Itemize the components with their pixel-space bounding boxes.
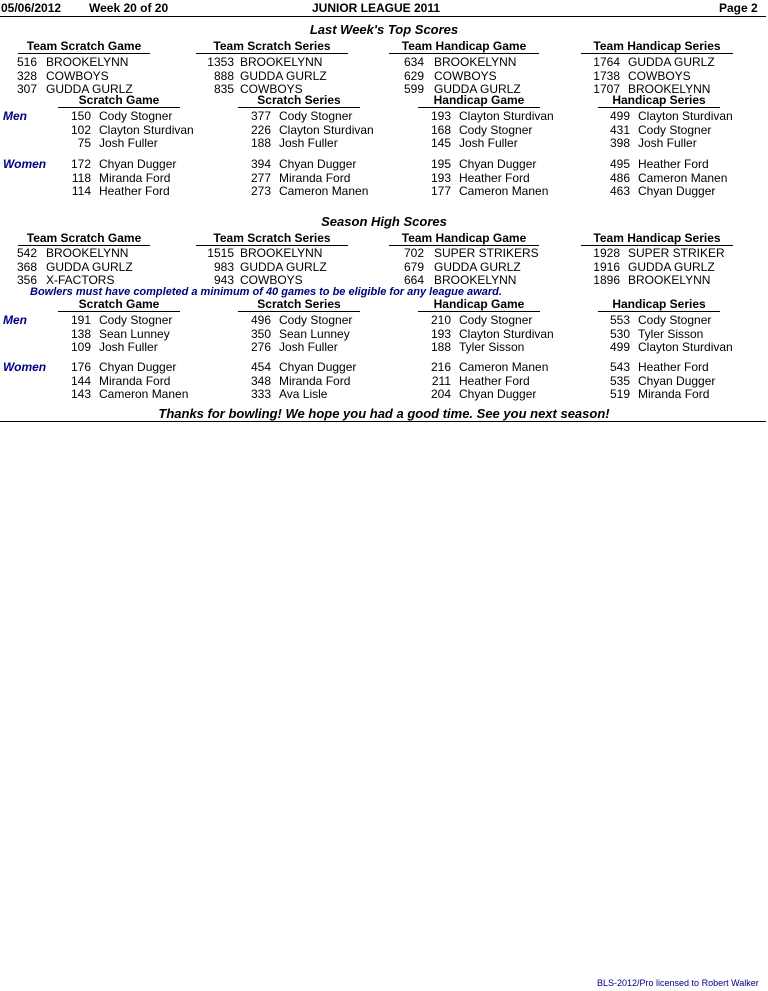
bowler-name: Heather Ford [459,373,530,388]
bowler-score: 398 [609,136,630,150]
report-date: 05/06/2012 [1,1,62,15]
individual-column-header: Handicap Game [418,298,540,312]
bowler-score: 195 [430,157,451,171]
bowler-name: Cody Stogner [638,122,712,137]
individual-column-header: Handicap Series [598,94,720,108]
team-column-header: Team Handicap Game [389,40,539,54]
team-score: 516 [16,55,37,69]
team-name: SUPER STRIKERS [434,246,539,260]
bowler-score: 193 [430,326,451,341]
bowler-score: 177 [430,184,451,198]
bowler-name: Josh Fuller [99,340,158,354]
team-score: 356 [16,273,37,287]
eligibility-note: Bowlers must have completed a minimum of 40 games to be eligible for any league award. [30,286,502,298]
men-group-label: Men [3,313,27,327]
team-name: GUDDA GURLZ [240,259,327,274]
bowler-name: Heather Ford [99,184,170,198]
report-week: Week 20 of 20 [89,1,169,15]
bowler-score: 138 [70,326,91,341]
bowler-score: 454 [250,360,271,374]
team-score: 307 [16,82,37,96]
bowler-score: 535 [609,373,630,388]
section-title: Last Week's Top Scores [309,22,459,37]
bowler-score: 210 [430,313,451,327]
team-score: 943 [213,273,234,287]
bowler-name: Chyan Dugger [638,373,716,388]
team-name: COWBOYS [628,68,691,83]
bowler-name: Miranda Ford [279,373,351,388]
bowler-score: 350 [250,326,271,341]
team-score: 664 [403,273,424,287]
team-name: GUDDA GURLZ [46,82,133,96]
bowler-score: 499 [609,340,630,354]
team-name: BROOKELYNN [628,273,711,287]
bowler-name: Clayton Sturdivan [99,122,194,137]
bowler-score: 463 [609,184,630,198]
bowler-name: Chyan Dugger [459,387,537,401]
bowler-name: Heather Ford [459,170,530,185]
team-name: COWBOYS [240,82,303,96]
bowler-score: 75 [77,136,91,150]
bowler-name: Ava Lisle [279,387,328,401]
bowler-name: Heather Ford [638,360,709,374]
section-title: Season High Scores [321,214,447,229]
bowler-name: Josh Fuller [99,136,158,150]
team-name: GUDDA GURLZ [434,82,521,96]
team-score: 542 [16,246,37,260]
bowler-score: 553 [609,313,630,327]
bowler-name: Cameron Manen [459,360,549,374]
men-group-label: Men [3,109,27,123]
bowler-name: Miranda Ford [99,170,171,185]
bowler-name: Josh Fuller [638,136,697,150]
bowler-score: 191 [70,313,91,327]
team-score: 679 [403,259,424,274]
license-text: BLS-2012/Pro licensed to Robert Walker [597,978,759,988]
team-score: 368 [16,259,37,274]
bowler-name: Clayton Sturdivan [638,340,733,354]
bowler-name: Josh Fuller [279,340,338,354]
bowler-name: Cody Stogner [638,313,712,327]
team-column-header: Team Handicap Series [581,232,733,246]
bowler-score: 114 [71,184,91,198]
bowler-score: 193 [430,109,451,123]
bowler-name: Chyan Dugger [459,157,537,171]
bowler-name: Sean Lunney [279,326,350,341]
team-score: 983 [213,259,234,274]
team-name: SUPER STRIKER [628,246,725,260]
team-score: 328 [16,68,37,83]
bowler-score: 495 [609,157,630,171]
bowler-name: Chyan Dugger [279,360,357,374]
closing-message: Thanks for bowling! We hope you had a good time. See you next season! [158,406,610,421]
bowler-score: 188 [430,340,451,354]
team-score: 634 [403,55,424,69]
bowler-score: 145 [430,136,451,150]
bowler-score: 519 [609,387,630,401]
bowler-name: Chyan Dugger [99,157,177,171]
bowler-score: 216 [430,360,451,374]
team-name: BROOKELYNN [46,55,129,69]
team-score: 1707 [593,82,620,96]
individual-column-header: Scratch Game [58,94,180,108]
team-score: 888 [213,68,234,83]
bowler-name: Clayton Sturdivan [638,109,733,123]
team-column-header: Team Scratch Game [18,232,150,246]
bowler-name: Clayton Sturdivan [459,326,554,341]
bowler-name: Cody Stogner [99,109,173,123]
bowler-score: 176 [70,360,91,374]
team-name: BROOKELYNN [628,82,711,96]
team-score: 599 [403,82,424,96]
team-column-header: Team Scratch Game [18,40,150,54]
team-name: BROOKELYNN [434,273,517,287]
team-score: 1738 [593,68,620,83]
header-divider [0,16,766,17]
team-name: X-FACTORS [46,273,115,287]
team-name: GUDDA GURLZ [46,259,133,274]
team-name: COWBOYS [434,68,497,83]
bowler-score: 211 [431,373,451,388]
bowler-score: 118 [71,170,91,185]
bowler-name: Miranda Ford [99,373,171,388]
team-column-header: Team Scratch Series [196,40,348,54]
team-name: GUDDA GURLZ [628,259,715,274]
bowler-score: 333 [250,387,271,401]
bowler-score: 150 [70,109,91,123]
page-number: Page 2 [719,1,758,15]
bowler-name: Josh Fuller [459,136,518,150]
bowler-name: Miranda Ford [279,170,351,185]
team-score: 835 [213,82,234,96]
bowler-name: Tyler Sisson [638,326,704,341]
bowler-name: Chyan Dugger [638,184,716,198]
team-column-header: Team Scratch Series [196,232,348,246]
team-name: COWBOYS [240,273,303,287]
bowler-score: 193 [430,170,451,185]
team-column-header: Team Handicap Game [389,232,539,246]
team-column-header: Team Handicap Series [581,40,733,54]
bowler-score: 394 [250,157,271,171]
team-score: 1515 [207,246,234,260]
bowler-score: 276 [250,340,271,354]
bowler-name: Chyan Dugger [99,360,177,374]
bowler-score: 530 [609,326,630,341]
team-name: BROOKELYNN [46,246,129,260]
bowler-name: Sean Lunney [99,326,170,341]
team-name: COWBOYS [46,68,109,83]
report-title: JUNIOR LEAGUE 2011 [312,1,441,15]
bowler-name: Cody Stogner [459,122,533,137]
footer-divider [0,421,766,422]
individual-column-header: Handicap Series [598,298,720,312]
team-name: GUDDA GURLZ [240,68,327,83]
bowler-score: 188 [250,136,271,150]
bowler-score: 109 [70,340,91,354]
bowler-score: 377 [250,109,271,123]
bowler-name: Clayton Sturdivan [279,122,374,137]
bowler-score: 277 [250,170,271,185]
team-name: GUDDA GURLZ [434,259,521,274]
individual-column-header: Handicap Game [418,94,540,108]
individual-column-header: Scratch Series [238,298,360,312]
bowler-name: Miranda Ford [638,387,710,401]
individual-column-header: Scratch Series [238,94,360,108]
bowler-score: 431 [609,122,630,137]
bowler-score: 144 [70,373,91,388]
bowler-score: 143 [70,387,91,401]
bowler-score: 348 [250,373,271,388]
bowler-name: Cody Stogner [99,313,173,327]
team-score: 1764 [593,55,620,69]
team-score: 702 [403,246,424,260]
individual-column-header: Scratch Game [58,298,180,312]
bowler-name: Cameron Manen [638,170,728,185]
bowler-name: Cameron Manen [459,184,549,198]
team-name: BROOKELYNN [240,55,323,69]
team-name: BROOKELYNN [240,246,323,260]
bowler-score: 102 [70,122,91,137]
bowler-score: 172 [70,157,91,171]
team-score: 1928 [593,246,620,260]
team-score: 629 [403,68,424,83]
team-score: 1916 [593,259,620,274]
team-name: GUDDA GURLZ [628,55,715,69]
bowler-name: Clayton Sturdivan [459,109,554,123]
bowler-score: 543 [609,360,630,374]
bowler-score: 168 [430,122,451,137]
bowler-score: 499 [609,109,630,123]
bowler-score: 226 [250,122,271,137]
team-name: BROOKELYNN [434,55,517,69]
bowler-name: Cody Stogner [279,109,353,123]
women-group-label: Women [3,157,47,171]
bowler-name: Heather Ford [638,157,709,171]
women-group-label: Women [3,360,47,374]
bowler-name: Cody Stogner [459,313,533,327]
bowler-score: 486 [609,170,630,185]
bowler-name: Tyler Sisson [459,340,525,354]
team-score: 1353 [207,55,234,69]
bowler-name: Cameron Manen [99,387,189,401]
bowler-score: 496 [250,313,271,327]
bowler-name: Cameron Manen [279,184,369,198]
bowler-name: Josh Fuller [279,136,338,150]
bowler-name: Chyan Dugger [279,157,357,171]
bowler-score: 273 [250,184,271,198]
bowler-score: 204 [430,387,451,401]
team-score: 1896 [593,273,620,287]
bowler-name: Cody Stogner [279,313,353,327]
